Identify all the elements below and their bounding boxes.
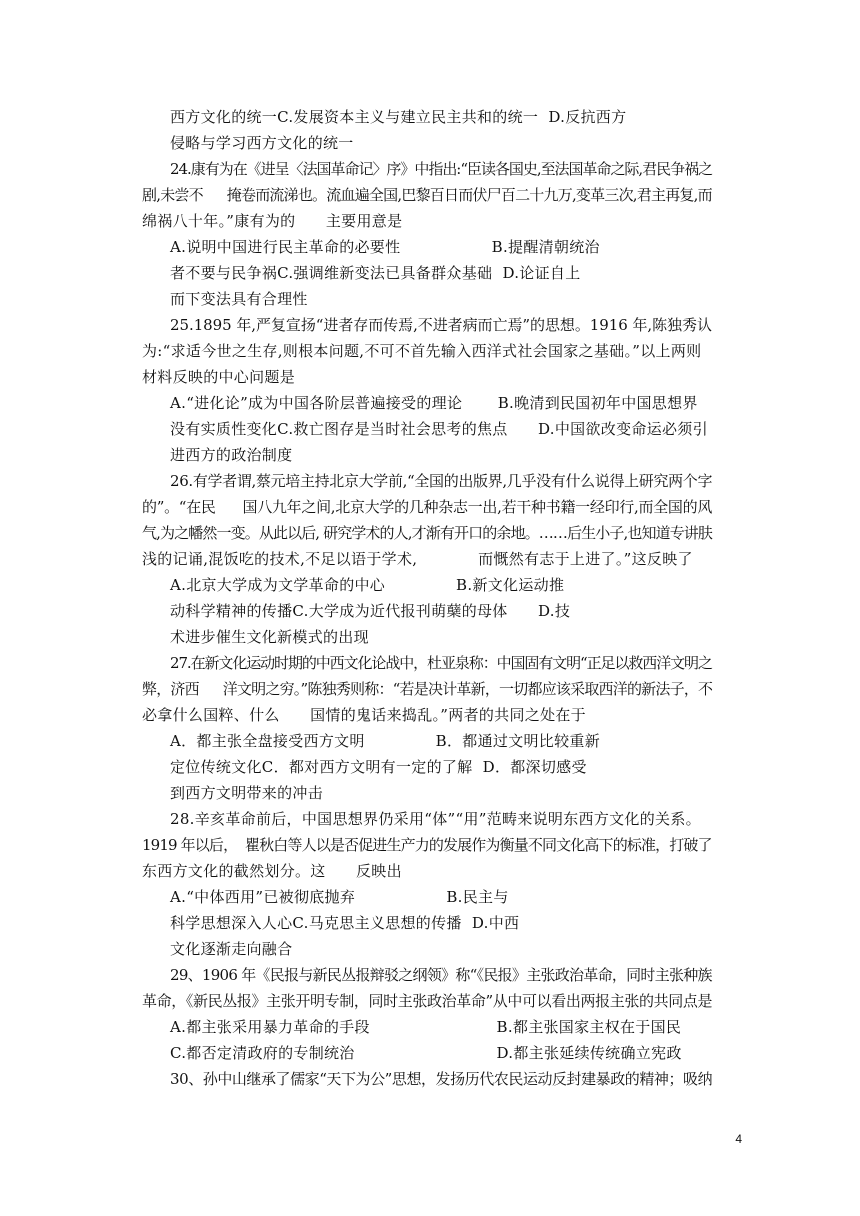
text-line: 的”。“在民 国八九年之间,北京大学的几种杂志一出,若干种书籍一经印行,而全国的风: [142, 498, 713, 516]
text-line: 材料反映的中心问题是: [142, 368, 296, 386]
question-29-stem: 29、1906 年《民报与新民丛报辩驳之纲领》称“《民报》主张政治革命，同时主张种族: [170, 966, 712, 984]
text-line: 革命，《新民丛报》主张开明专制，同时主张政治革命”从中可以看出两报主张的共同点是: [142, 992, 713, 1010]
text-line: 东西方文化的截然划分。这 反映出: [142, 862, 402, 880]
question-27-stem: 27.在新文化运动时期的中西文化论战中，杜亚泉称：中国固有文明“正足以救西洋文明之: [170, 654, 712, 672]
text-line: 必拿什么国粹、什么 国情的鬼话来捣乱。”两者的共同之处在于: [142, 706, 586, 724]
option-line: A.“中体西用”已被彻底抛弃 B.民主与: [170, 888, 509, 906]
text-line: 西方文化的统一C.发展资本主义与建立民主共和的统一 D.反抗西方: [170, 108, 627, 126]
option-line: A.说明中国进行民主革命的必要性 B.提醒清朝统治: [170, 238, 600, 256]
option-line: 到西方文明带来的冲击: [170, 784, 324, 802]
question-24-stem: 24.康有为在《进呈〈法国革命记〉序》中指出:“臣读各国史,至法国革命之际,君民争祸之: [170, 160, 713, 178]
text-line: 剧,未尝不 掩卷而流涕也。流血遍全国,巴黎百日而伏尸百二十九万,变革三次,君主再复,而: [142, 186, 712, 204]
question-28-stem: 28.辛亥革命前后，中国思想界仍采用“体”“用”范畴来说明东西方文化的关系。: [170, 810, 701, 828]
option-line: 者不要与民争祸C.强调维新变法已具备群众基础 D.论证自上: [170, 264, 581, 282]
text-line: 1919 年以后， 瞿秋白等人以是否促进生产力的发展作为衡量不同文化高下的标准，打破了: [142, 836, 712, 854]
option-line: 动科学精神的传播C.大学成为近代报刊萌蘖的母体 D.技: [170, 602, 571, 620]
question-26-stem: 26.有学者谓,蔡元培主持北京大学前,“全国的出版界,几乎没有什么说得上研究两个字: [170, 472, 713, 490]
page-number: 4: [735, 1132, 742, 1146]
question-30-stem: 30、孙中山继承了儒家“天下为公”思想，发扬历代农民运动反封建暴政的精神；吸纳: [170, 1070, 713, 1088]
option-line: A.都主张采用暴力革命的手段 B.都主张国家主权在于国民: [170, 1018, 682, 1036]
option-line: A.“进化论”成为中国各阶层普遍接受的理论 B.晚清到民国初年中国思想界: [170, 394, 698, 412]
text-line: 绵祸八十年。”康有为的 主要用意是: [142, 212, 403, 230]
option-line: C.都否定清政府的专制统治 D.都主张延续传统确立宪政: [170, 1044, 682, 1062]
option-line: 科学思想深入人心C.马克思主义思想的传播 D.中西: [170, 914, 520, 932]
option-line: 文化逐渐走向融合: [170, 940, 293, 958]
option-line: 没有实质性变化C.救亡图存是当时社会思考的焦点 D.中国欲改变命运必须引: [170, 420, 708, 438]
text-line: 浅的记诵,混饭吃的技术,不足以语于学术, 而慨然有志于上进了。”这反映了: [142, 550, 693, 568]
question-25-stem: 25.1895 年,严复宣扬“进者存而传焉,不进者病而亡焉”的思想。1916 年,陈独秀认: [170, 316, 712, 334]
option-line: 进西方的政治制度: [170, 446, 293, 464]
text-line: 侵略与学习西方文化的统一: [170, 134, 354, 152]
option-line: 而下变法具有合理性: [170, 290, 308, 308]
text-line: 气,为之幡然一变。从此以后, 研究学术的人,才渐有开口的余地。……后生小子,也知道专讲肤: [142, 524, 713, 542]
text-line: 为:“求适今世之生存,则根本问题,不可不首先输入西洋式社会国家之基础。”以上两则: [142, 342, 702, 360]
text-line: 弊，济西 洋文明之穷。”陈独秀则称：“若是决计革新，一切都应该采取西洋的新法子，不: [142, 680, 713, 698]
option-line: 术进步催生文化新模式的出现: [170, 628, 369, 646]
option-line: 定位传统文化C．都对西方文明有一定的了解 D．都深切感受: [170, 758, 587, 776]
option-line: A.北京大学成为文学革命的中心 B.新文化运动推: [170, 576, 565, 594]
option-line: A．都主张全盘接受西方文明 B．都通过文明比较重新: [170, 732, 601, 750]
